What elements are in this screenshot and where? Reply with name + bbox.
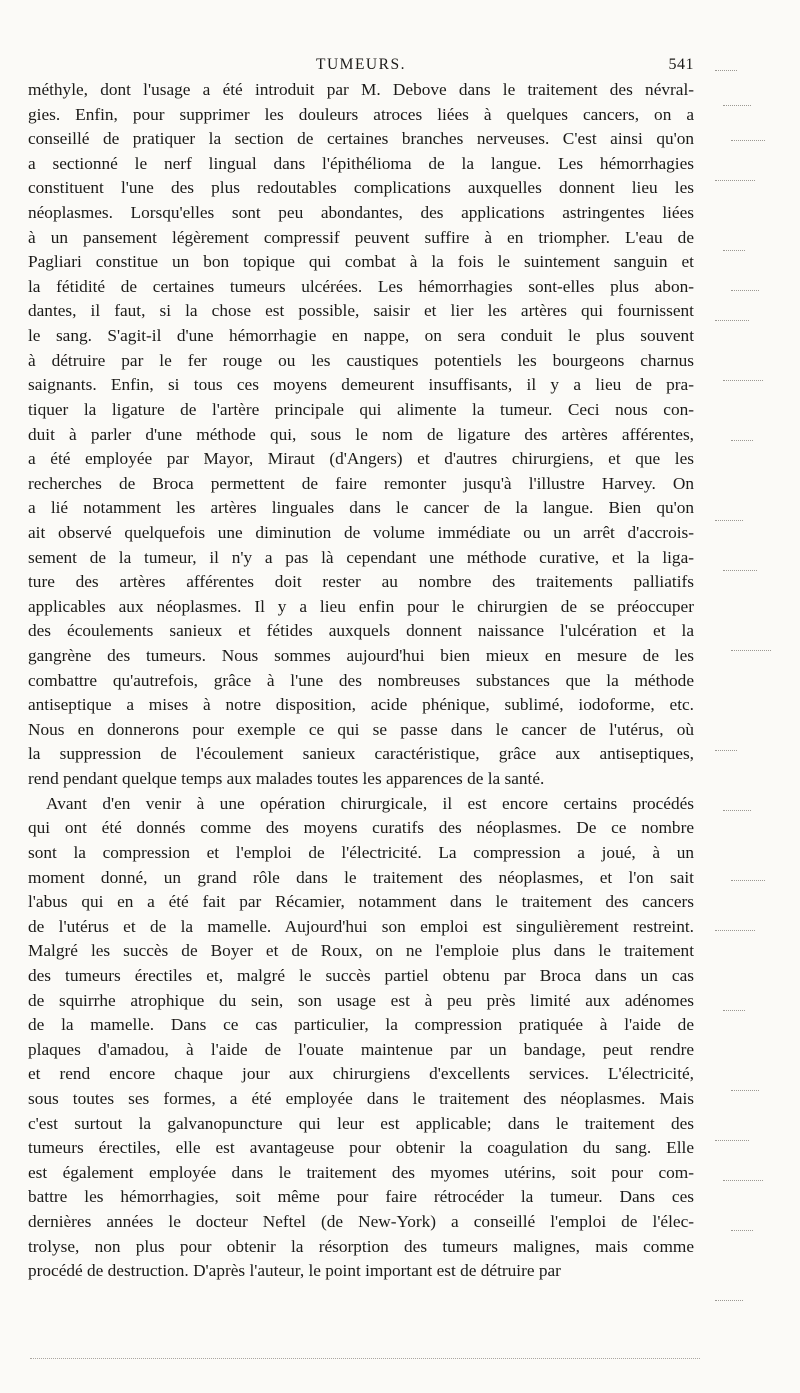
scan-mark [723, 810, 751, 811]
scan-mark [715, 320, 749, 321]
scan-bottom-rule [30, 1358, 700, 1359]
text-line: recherches de Broca permettent de faire remonter jusqu'à l'illustre Harvey. On [28, 473, 694, 493]
scan-mark [715, 930, 755, 931]
text-line: sement de la tumeur, il n'y a pas là cependant une méthode curative, et la liga- [28, 547, 694, 567]
text-line: rend pendant quelque temps aux malades toutes les apparences de la santé. [28, 769, 545, 789]
scan-mark [715, 1300, 743, 1301]
scan-mark [723, 380, 763, 381]
text-line: à détruire par le fer rouge ou les caustiques potentiels les bourgeons charnus [28, 350, 694, 370]
text-line: Malgré les succès de Boyer et de Roux, on ne l'emploie plus dans le traitement [28, 941, 694, 961]
text-line: constituent l'une des plus redoutables complications auxquelles donnent lieu les [28, 178, 694, 198]
scan-mark [723, 1010, 745, 1011]
text-line: ait observé quelquefois une diminution de volume immédiate ou un arrêt d'accrois- [28, 522, 694, 542]
scan-mark [715, 1140, 749, 1141]
text-line: gies. Enfin, pour supprimer les douleurs atroces liées à quelques cancers, on a [28, 104, 694, 124]
text-line: Avant d'en venir à une opération chirurgicale, il est encore certains procédés [46, 793, 694, 813]
scan-mark [715, 750, 737, 751]
scan-mark [723, 250, 745, 251]
scan-mark [723, 105, 751, 106]
scan-mark [715, 180, 755, 181]
text-line: a sectionné le nerf lingual dans l'épithélioma de la langue. Les hémorrhagies [28, 153, 694, 173]
text-line: sous toutes ses formes, a été employée dans le traitement des néoplasmes. Mais [28, 1088, 694, 1108]
page-number: 541 [668, 56, 694, 73]
running-header [28, 52, 694, 78]
scan-mark [723, 570, 757, 571]
text-line: la fétidité de certaines tumeurs ulcérées. Les hémorrhagies sont-elles plus abon- [28, 276, 694, 296]
scan-mark [723, 1180, 763, 1181]
scan-mark [731, 440, 753, 441]
scan-mark [731, 1230, 753, 1231]
scan-margin-marks [715, 50, 795, 1350]
text-line: duit à parler d'une méthode qui, sous le nom de ligature des artères afférentes, [28, 424, 694, 444]
text-line: antiseptique a mises à notre disposition, acide phénique, sublimé, iodoforme, etc. [28, 695, 694, 715]
scan-mark [731, 290, 759, 291]
text-line: et rend encore chaque jour aux chirurgiens d'excellents services. L'électricité, [28, 1064, 694, 1084]
scan-mark [715, 70, 737, 71]
text-line: combattre qu'autrefois, grâce à l'une des nombreuses substances que la méthode [28, 670, 694, 690]
text-line: ture des artères afférentes doit rester au nombre des traitements palliatifs [28, 572, 694, 592]
text-line: a lié notamment les artères linguales dans le cancer de la langue. Bien qu'on [28, 498, 694, 518]
text-line: dantes, il faut, si la chose est possible, saisir et lier les artères qui fournissent [28, 301, 694, 321]
text-line: de la mamelle. Dans ce cas particulier, la compression pratiquée à l'aide de [28, 1015, 694, 1035]
text-line: procédé de destruction. D'après l'auteur, le point important est de détruire par [28, 1261, 561, 1281]
paragraph [28, 78, 694, 792]
text-line: le sang. S'agit-il d'une hémorrhagie en nappe, on sera conduit le plus souvent [28, 326, 694, 346]
text-line: méthyle, dont l'usage a été introduit par M. Debove dans le traitement des névral- [28, 80, 694, 99]
text-line: à un pansement légèrement compressif peuvent suffire à en triompher. L'eau de [28, 227, 694, 247]
text-line: applicables aux néoplasmes. Il y a lieu enfin pour le chirurgien de se préoccuper [28, 596, 694, 616]
text-line: tiquer la ligature de l'artère principale qui alimente la tumeur. Ceci nous con- [28, 399, 694, 419]
body-text [28, 78, 694, 1284]
text-line: de l'utérus et de la mamelle. Aujourd'hui son emploi est singulièrement restreint. [28, 916, 694, 936]
scan-mark [731, 880, 765, 881]
text-line: des tumeurs érectiles et, malgré le succès partiel obtenu par Broca dans un cas [28, 965, 694, 985]
scan-mark [715, 520, 743, 521]
text-line: tumeurs érectiles, elle est avantageuse pour obtenir la coagulation du sang. Elle [28, 1138, 694, 1158]
text-line: plaques d'amadou, à l'aide de l'ouate maintenue par un bandage, peut rendre [28, 1039, 694, 1059]
book-page [28, 52, 694, 1284]
text-line: des écoulements sanieux et fétides auxquels donnent naissance l'ulcération et la [28, 621, 694, 641]
paragraph [28, 792, 694, 1284]
text-line: saignants. Enfin, si tous ces moyens demeurent insuffisants, il y a lieu de pra- [28, 375, 694, 395]
text-line: la suppression de l'écoulement sanieux caractéristique, grâce aux antiseptiques, [28, 744, 694, 764]
text-line: Pagliari constitue un bon topique qui combat à la fois le suintement sanguin et [28, 252, 694, 272]
text-line: conseillé de pratiquer la section de certaines branches nerveuses. C'est ainsi qu'on [28, 129, 694, 149]
running-title: TUMEURS. [316, 56, 406, 73]
text-line: néoplasmes. Lorsqu'elles sont peu abondantes, des applications astringentes liées [28, 203, 694, 223]
text-line: gangrène des tumeurs. Nous sommes aujourd'hui bien mieux en mesure de les [28, 646, 694, 666]
scan-mark [731, 140, 765, 141]
text-line: dernières années le docteur Neftel (de New-York) a conseillé l'emploi de l'élec- [28, 1212, 694, 1232]
text-line: sont la compression et l'emploi de l'électricité. La compression a joué, à un [28, 842, 694, 862]
scan-mark [731, 650, 771, 651]
text-line: Nous en donnerons pour exemple ce qui se passe dans le cancer de l'utérus, où [28, 719, 694, 739]
text-line: de squirrhe atrophique du sein, son usage est à peu près limité aux adénomes [28, 990, 694, 1010]
text-line: moment donné, un grand rôle dans le traitement des néoplasmes, et l'on sait [28, 867, 694, 887]
text-line: trolyse, non plus pour obtenir la résorption des tumeurs malignes, mais comme [28, 1236, 694, 1256]
text-line: c'est surtout la galvanopuncture qui leur est applicable; dans le traitement des [28, 1113, 694, 1133]
scan-mark [731, 1090, 759, 1091]
text-line: battre les hémorrhagies, soit même pour faire rétrocéder la tumeur. Dans ces [28, 1187, 694, 1207]
text-line: qui ont été donnés comme des moyens curatifs des néoplasmes. De ce nombre [28, 818, 694, 838]
text-line: est également employée dans le traitement des myomes utérins, soit pour com- [28, 1162, 694, 1182]
text-line: a été employée par Mayor, Miraut (d'Angers) et d'autres chirurgiens, et que les [28, 449, 694, 469]
text-line: l'abus qui en a été fait par Récamier, notamment dans le traitement des cancers [28, 892, 694, 912]
